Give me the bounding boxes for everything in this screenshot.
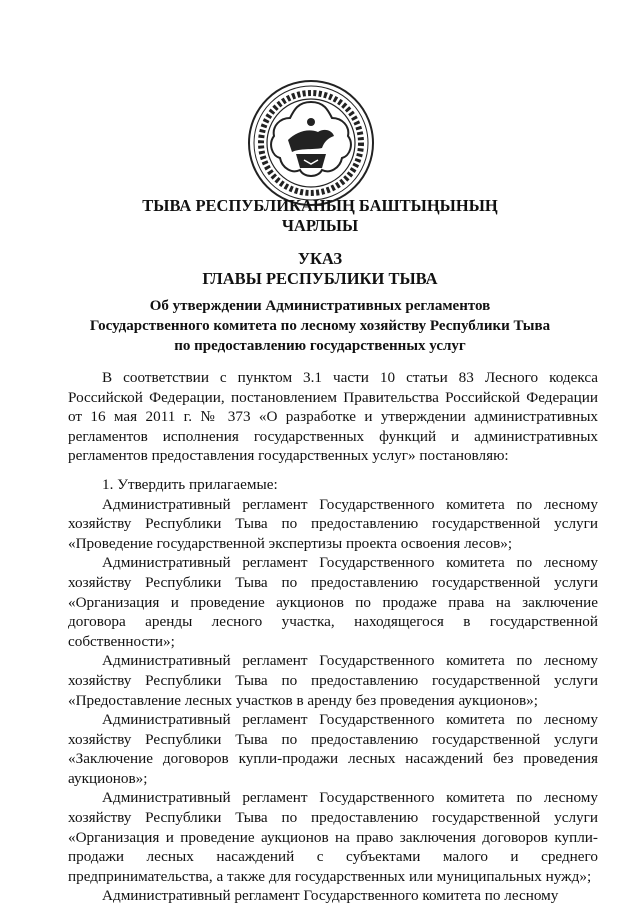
tuva-emblem — [246, 78, 376, 208]
regulation-6-paragraph: Административный регламент Государственного комитета по лесному — [102, 887, 559, 905]
item-1-paragraph: 1. Утвердить прилагаемые: — [102, 475, 278, 493]
subject-line-2: Государственного комитета по лесному хозяйству Республики Тыва — [89, 318, 551, 334]
subject-line-3: по предоставлению государственных услуг — [174, 338, 466, 354]
republic-line-1: ТЫВА РЕСПУБЛИКАНЫҢ БАШТЫҢЫНЫҢ — [142, 196, 498, 215]
decree-subject — [0, 296, 640, 356]
republic-line-2: ЧАРЛЫЫ — [281, 216, 359, 235]
regulation-1-paragraph: Административный регламент Государственного комитета по лесному хозяйству Республики Тыва по предоставлению государственной услуги «Проведение государственной экспертизы проекта освоения лесов»; — [68, 495, 598, 552]
subject-line-1: Об утверждении Административных регламентов — [149, 298, 491, 314]
regulation-2-paragraph: Административный регламент Государственного комитета по лесному хозяйству Республики Тыва по предоставлению государственной услуги «Организация и проведение аукционов по продаже права на заключение договора аренды лесного участка, находящегося в государственной собственности»; — [68, 554, 598, 650]
preamble-paragraph: В соответствии с пунктом 3.1 части 10 статьи 83 Лесного кодекса Российской Федерации, постановлением Правительства Российской Федерации от 16 мая 2011 г. № 373 «О разработке и утверждении административных регламентов исполнения государственных функций и административных регламентов предоставления государственных услуг» постановляю: — [68, 369, 598, 465]
decree-body — [68, 368, 598, 906]
republic-name — [0, 196, 640, 236]
decree-title — [0, 249, 640, 289]
regulation-5-paragraph: Административный регламент Государственного комитета по лесному хозяйству Республики Тыва по предоставлению государственной услуги «Организация и проведение аукционов на право заключения договоров купли-продажи лесных насаждений с субъектами малого и среднего предпринимательства, а также для государственных или муниципальных нужд»; — [68, 789, 598, 885]
regulation-3-paragraph: Административный регламент Государственного комитета по лесному хозяйству Республики Тыва по предоставлению государственной услуги «Предоставление лесных участков в аренду без проведения аукционов»; — [68, 652, 598, 709]
regulation-4-paragraph: Административный регламент Государственного комитета по лесному хозяйству Республики Тыва по предоставлению государственной услуги «Заключение договоров купли-продажи лесных насаждений без проведения аукционов»; — [68, 711, 598, 787]
ukaz-line-2: ГЛАВЫ РЕСПУБЛИКИ ТЫВА — [202, 269, 438, 288]
ukaz-line-1: УКАЗ — [297, 249, 343, 268]
